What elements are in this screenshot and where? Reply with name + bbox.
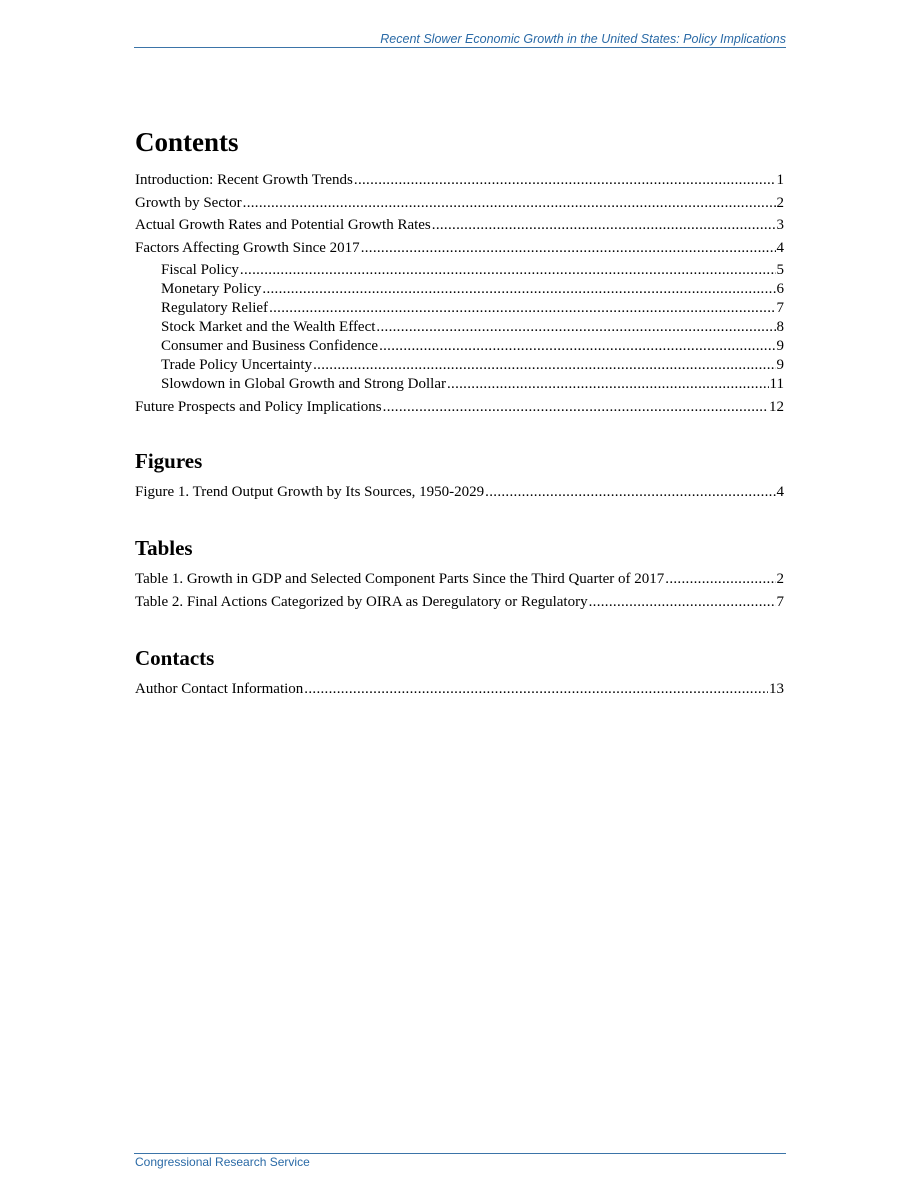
table-entry-title: Table 2. Final Actions Categorized by OIRA as Deregulatory or Regulatory: [135, 593, 588, 610]
toc-entry-title: Future Prospects and Policy Implications: [135, 398, 382, 415]
toc-entry[interactable]: [135, 194, 784, 213]
table-entry-title: Table 1. Growth in GDP and Selected Component Parts Since the Third Quarter of 2017: [135, 570, 665, 587]
dot-leader: [304, 680, 768, 699]
toc-subentry-page: 9: [776, 357, 784, 374]
figures-section: [135, 447, 784, 502]
dot-leader: [361, 239, 776, 258]
toc-entry[interactable]: [135, 216, 784, 235]
contents-list: [135, 171, 784, 417]
toc-subentry-page: 6: [776, 281, 784, 298]
toc-subentry-title: Fiscal Policy: [161, 262, 239, 279]
toc-subentry[interactable]: [135, 337, 784, 356]
contacts-list: [135, 680, 784, 699]
dot-leader: [313, 356, 775, 375]
contact-entry-page: 13: [769, 680, 784, 697]
footer-rule: [134, 1153, 786, 1154]
toc-entry[interactable]: [135, 239, 784, 258]
toc-entry-page: 2: [776, 194, 784, 211]
contact-entry-title: Author Contact Information: [135, 680, 304, 697]
toc-entry-title: Growth by Sector: [135, 194, 242, 211]
toc-subentry-page: 8: [776, 319, 784, 336]
dot-leader: [262, 280, 775, 299]
toc-subentry-title: Monetary Policy: [161, 281, 262, 298]
toc-entry-title: Factors Affecting Growth Since 2017: [135, 239, 360, 256]
toc-entry-page: 1: [776, 172, 784, 188]
dot-leader: [240, 261, 776, 280]
figures-list: [135, 483, 784, 502]
contacts-section: [135, 644, 784, 699]
toc-entry-title: Actual Growth Rates and Potential Growth Rates: [135, 217, 431, 234]
contacts-heading: Contacts: [135, 645, 215, 670]
toc-subentry[interactable]: [135, 375, 784, 394]
toc-subentry-title: Slowdown in Global Growth and Strong Dollar: [161, 376, 446, 393]
dot-leader: [243, 194, 776, 213]
toc-subentry[interactable]: [135, 356, 784, 375]
toc-subentry[interactable]: [135, 299, 784, 318]
footer-label: Congressional Research Service: [135, 1155, 310, 1169]
dot-leader: [354, 171, 776, 190]
dot-leader: [589, 593, 776, 612]
contact-entry[interactable]: [135, 680, 784, 699]
toc-subentry-title: Regulatory Relief: [161, 300, 269, 317]
toc-page-content: [135, 124, 784, 702]
dot-leader: [383, 398, 768, 417]
running-header: Recent Slower Economic Growth in the United States: Policy Implications: [134, 32, 786, 48]
toc-entry-title: Introduction: Recent Growth Trends: [135, 172, 353, 188]
table-entry[interactable]: [135, 570, 784, 589]
dot-leader: [379, 337, 775, 356]
dot-leader: [447, 375, 769, 394]
toc-entry[interactable]: [135, 398, 784, 417]
figures-heading: Figures: [135, 448, 203, 473]
table-entry-page: 2: [776, 570, 784, 587]
dot-leader: [665, 570, 775, 589]
tables-heading: Tables: [135, 535, 193, 560]
toc-subentry[interactable]: [135, 261, 784, 280]
table-entry[interactable]: [135, 593, 784, 612]
figure-entry-title: Figure 1. Trend Output Growth by Its Sources, 1950-2029: [135, 483, 485, 500]
toc-subentry[interactable]: [135, 280, 784, 299]
figure-entry-page: 4: [776, 483, 784, 500]
dot-leader: [485, 483, 775, 502]
figure-entry[interactable]: [135, 483, 784, 502]
toc-entry-page: 4: [776, 239, 784, 256]
toc-entry-page: 3: [776, 217, 784, 234]
dot-leader: [376, 318, 775, 337]
table-entry-page: 7: [776, 593, 784, 610]
toc-subentry-page: 7: [776, 300, 784, 317]
contents-heading: Contents: [135, 127, 239, 157]
toc-subentry-page: 11: [769, 376, 784, 393]
toc-subentry-page: 9: [776, 338, 784, 355]
toc-subentry[interactable]: [135, 318, 784, 337]
toc-subentry-title: Consumer and Business Confidence: [161, 338, 379, 355]
toc-entry-page: 12: [769, 398, 784, 415]
toc-entry[interactable]: [135, 171, 784, 190]
toc-subentry-page: 5: [776, 262, 784, 279]
tables-section: [135, 534, 784, 612]
dot-leader: [432, 216, 776, 235]
toc-subentry-title: Trade Policy Uncertainty: [161, 357, 313, 374]
tables-list: [135, 570, 784, 612]
toc-subentry-title: Stock Market and the Wealth Effect: [161, 319, 376, 336]
dot-leader: [269, 299, 775, 318]
